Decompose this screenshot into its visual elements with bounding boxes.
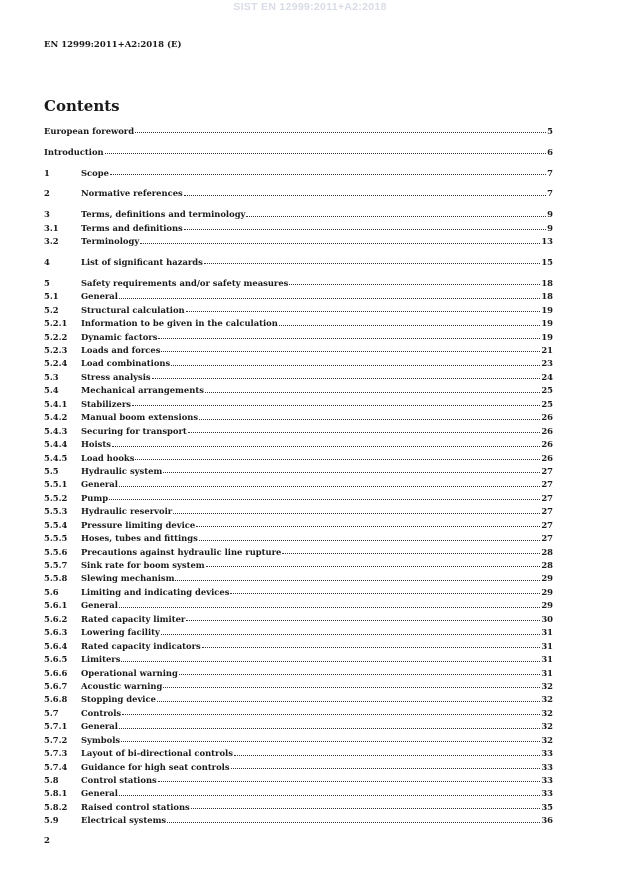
toc-entry-title: Pressure limiting device <box>81 519 196 530</box>
toc-entry-title: Hoses, tubes and fittings <box>81 533 198 544</box>
toc-entry[interactable] <box>44 519 553 532</box>
toc-entry[interactable] <box>44 613 553 626</box>
toc-dot-leader <box>121 741 540 742</box>
toc-dot-leader <box>119 607 540 608</box>
toc-entry-page: 26 <box>541 425 553 436</box>
toc-entry-title: Mechanical arrangements <box>81 385 204 396</box>
toc-entry-page: 19 <box>541 304 553 315</box>
toc-entry-title: Dynamic factors <box>81 331 158 342</box>
toc-entry-page: 30 <box>541 613 553 624</box>
toc-dot-leader <box>112 446 540 447</box>
toc-entry-number: 5.4.5 <box>44 452 68 463</box>
toc-entry-page: 28 <box>541 546 553 557</box>
toc-entry-number: 4 <box>44 257 50 268</box>
toc-dot-leader <box>152 378 541 379</box>
toc-entry-title: General <box>81 291 118 302</box>
toc-entry-number: 5 <box>44 277 50 288</box>
toc-entry-title: Information to be given in the calculation <box>81 318 278 329</box>
toc-dot-leader <box>279 325 540 326</box>
toc-entry[interactable] <box>44 572 553 585</box>
toc-dot-leader <box>119 486 540 487</box>
toc-entry-page: 26 <box>541 439 553 450</box>
toc-entry-title: General <box>81 721 118 732</box>
toc-entry-number: 5.6.6 <box>44 667 68 678</box>
toc-entry-number: 5.6 <box>44 586 59 597</box>
toc-entry[interactable] <box>44 505 553 518</box>
toc-entry-number: 5.2.1 <box>44 318 68 329</box>
toc-dot-leader <box>206 566 541 567</box>
toc-entry-number: 5.5.2 <box>44 492 68 503</box>
toc-entry-title: Sink rate for boom system <box>81 560 205 571</box>
toc-entry-page: 28 <box>541 560 553 571</box>
toc-entry[interactable] <box>44 707 553 720</box>
toc-dot-leader <box>109 499 540 500</box>
toc-dot-leader <box>157 701 540 702</box>
toc-entry-title: Stabilizers <box>81 398 131 409</box>
toc-entry-number: 5.2 <box>44 304 59 315</box>
toc-entry-title: Structural calculation <box>81 304 185 315</box>
toc-entry-page: 27 <box>541 506 553 517</box>
toc-entry-page: 19 <box>541 331 553 342</box>
toc-entry[interactable] <box>44 222 553 235</box>
toc-entry-page: 26 <box>541 452 553 463</box>
toc-dot-leader <box>184 195 546 196</box>
toc-entry[interactable] <box>44 125 553 138</box>
toc-dot-leader <box>175 580 540 581</box>
toc-entry-number: 5.6.1 <box>44 600 68 611</box>
toc-entry-title: Hydraulic system <box>81 465 163 476</box>
toc-entry-number: 3.1 <box>44 222 59 233</box>
toc-entry-page: 15 <box>541 257 553 268</box>
toc-entry-title: Terms and definitions <box>81 222 183 233</box>
toc-entry[interactable] <box>44 146 553 159</box>
toc-entry-page: 29 <box>541 600 553 611</box>
toc-dot-leader <box>158 781 541 782</box>
toc-entry-page: 31 <box>541 654 553 665</box>
toc-dot-leader <box>119 728 540 729</box>
toc-entry[interactable] <box>44 277 553 290</box>
toc-entry-title: Safety requirements and/or safety measures <box>81 277 289 288</box>
toc-dot-leader <box>171 365 540 366</box>
toc-entry-page: 27 <box>541 465 553 476</box>
toc-entry-number: 5.5 <box>44 465 59 476</box>
toc-entry[interactable] <box>44 774 553 787</box>
toc-entry-title: Loads and forces <box>81 345 161 356</box>
toc-dot-leader <box>173 513 540 514</box>
toc-entry-page: 31 <box>541 627 553 638</box>
toc-entry-title: General <box>81 788 118 799</box>
toc-entry-page: 31 <box>541 640 553 651</box>
toc-entry-number: 5.4.1 <box>44 398 68 409</box>
toc-entry-page: 23 <box>541 358 553 369</box>
toc-dot-leader <box>161 351 540 352</box>
toc-entry-number: 5.5.3 <box>44 506 68 517</box>
toc-dot-leader <box>231 768 541 769</box>
toc-entry-number: 5.2.4 <box>44 358 68 369</box>
toc-entry-title: Pump <box>81 492 109 503</box>
toc-entry-page: 33 <box>541 775 553 786</box>
toc-entry-title: Terms, definitions and terminology <box>81 209 246 220</box>
toc-entry-title: Stress analysis <box>81 371 151 382</box>
toc-dot-leader <box>202 647 541 648</box>
toc-entry-page: 32 <box>541 721 553 732</box>
toc-entry[interactable] <box>44 761 553 774</box>
toc-dot-leader <box>140 243 540 244</box>
toc-entry-page: 25 <box>541 398 553 409</box>
toc-dot-leader <box>167 822 540 823</box>
toc-entry-page: 31 <box>541 667 553 678</box>
toc-entry[interactable] <box>44 532 553 545</box>
toc-entry[interactable] <box>44 167 553 180</box>
toc-entry-number: 5.4 <box>44 385 59 396</box>
toc-dot-leader <box>234 755 540 756</box>
toc-dot-leader <box>204 263 540 264</box>
toc-entry-number: 5.8.2 <box>44 801 68 812</box>
toc-entry-page: 29 <box>541 573 553 584</box>
toc-entry[interactable] <box>44 304 553 317</box>
toc-entry-title: Limiters <box>81 654 121 665</box>
toc-entry-title: List of significant hazards <box>81 257 203 268</box>
toc-entry[interactable] <box>44 438 553 451</box>
toc-entry-number: 1 <box>44 167 50 178</box>
toc-entry[interactable] <box>44 626 553 639</box>
toc-entry-title: Control stations <box>81 775 157 786</box>
toc-entry-number: 5.4.3 <box>44 425 68 436</box>
toc-entry[interactable] <box>44 640 553 653</box>
toc-entry-number: 3 <box>44 209 50 220</box>
toc-entry[interactable] <box>44 720 553 733</box>
toc-entry-number: 5.2.2 <box>44 331 68 342</box>
toc-entry-page: 36 <box>541 815 553 826</box>
toc-dot-leader <box>135 459 540 460</box>
toc-entry-page: 6 <box>547 146 553 157</box>
toc-entry-page: 18 <box>541 291 553 302</box>
toc-dot-leader <box>246 216 546 217</box>
toc-entry[interactable] <box>44 465 553 478</box>
toc-entry-page: 5 <box>547 126 553 136</box>
toc-entry[interactable] <box>44 187 553 200</box>
toc-entry-title: Precautions against hydraulic line rupture <box>81 546 282 557</box>
toc-entry-title: Guidance for high seat controls <box>81 761 230 772</box>
toc-entry-title: Introduction <box>44 146 104 157</box>
toc-entry-title: Lowering facility <box>81 627 160 638</box>
toc-entry-title: Stopping device <box>81 694 156 705</box>
toc-entry[interactable] <box>44 208 553 221</box>
toc-entry-page: 27 <box>541 533 553 544</box>
toc-entry-title: Normative references <box>81 188 183 199</box>
contents-heading: Contents <box>44 97 120 115</box>
toc-entry[interactable] <box>44 425 553 438</box>
toc-entry-number: 5.4.4 <box>44 439 68 450</box>
toc-entry[interactable] <box>44 747 553 760</box>
toc-entry-page: 18 <box>541 277 553 288</box>
toc-entry-number: 5.6.4 <box>44 640 68 651</box>
toc-entry-number: 5.9 <box>44 815 59 826</box>
toc-dot-leader <box>135 132 546 133</box>
toc-entry-number: 5.3 <box>44 371 59 382</box>
toc-dot-leader <box>188 432 541 433</box>
toc-entry-number: 5.7 <box>44 707 59 718</box>
toc-entry-title: Securing for transport <box>81 425 187 436</box>
toc-entry-title: European foreword <box>44 126 135 136</box>
toc-entry-title: Load hooks <box>81 452 135 463</box>
toc-entry[interactable] <box>44 344 553 357</box>
toc-entry-page: 33 <box>541 748 553 759</box>
toc-entry-page: 9 <box>547 209 553 220</box>
toc-entry-page: 35 <box>541 801 553 812</box>
toc-entry-page: 9 <box>547 222 553 233</box>
document-reference-header: EN 12999:2011+A2:2018 (E) <box>44 40 182 50</box>
toc-entry-number: 5.7.1 <box>44 721 68 732</box>
toc-entry[interactable] <box>44 586 553 599</box>
toc-entry-title: Hydraulic reservoir <box>81 506 173 517</box>
toc-entry-number: 5.8.1 <box>44 788 68 799</box>
toc-entry[interactable] <box>44 398 553 411</box>
toc-entry-number: 5.7.2 <box>44 734 68 745</box>
toc-entry-number: 5.8 <box>44 775 59 786</box>
toc-dot-leader <box>199 419 540 420</box>
toc-entry[interactable] <box>44 814 553 827</box>
toc-dot-leader <box>122 714 540 715</box>
toc-entry-page: 33 <box>541 761 553 772</box>
toc-dot-leader <box>132 405 540 406</box>
toc-entry-title: Limiting and indicating devices <box>81 586 230 597</box>
toc-entry-page: 7 <box>547 167 553 178</box>
toc-entry-number: 5.5.8 <box>44 573 68 584</box>
toc-entry[interactable] <box>44 667 553 680</box>
toc-entry[interactable] <box>44 384 553 397</box>
toc-entry-title: Manual boom extensions <box>81 412 199 423</box>
toc-entry-title: Controls <box>81 707 122 718</box>
toc-entry-page: 27 <box>541 519 553 530</box>
toc-entry-page: 32 <box>541 707 553 718</box>
toc-entry-title: Slewing mechanism <box>81 573 175 584</box>
toc-dot-leader <box>184 229 546 230</box>
toc-entry-number: 5.6.5 <box>44 654 68 665</box>
toc-entry[interactable] <box>44 801 553 814</box>
toc-entry-number: 5.7.3 <box>44 748 68 759</box>
toc-entry-title: Symbols <box>81 734 121 745</box>
toc-entry-number: 5.5.1 <box>44 479 68 490</box>
toc-entry-number: 5.1 <box>44 291 59 302</box>
toc-entry-number: 5.5.5 <box>44 533 68 544</box>
toc-dot-leader <box>163 687 540 688</box>
toc-entry-title: General <box>81 600 118 611</box>
toc-entry[interactable] <box>44 357 553 370</box>
toc-entry[interactable] <box>44 256 553 269</box>
toc-dot-leader <box>199 540 541 541</box>
toc-dot-leader <box>191 808 541 809</box>
toc-dot-leader <box>105 153 547 154</box>
toc-dot-leader <box>282 553 540 554</box>
toc-entry-page: 32 <box>541 680 553 691</box>
toc-dot-leader <box>230 593 540 594</box>
toc-entry-page: 19 <box>541 318 553 329</box>
toc-entry[interactable] <box>44 734 553 747</box>
toc-entry[interactable] <box>44 653 553 666</box>
toc-entry-number: 5.5.6 <box>44 546 68 557</box>
toc-dot-leader <box>119 795 540 796</box>
toc-entry-title: Raised control stations <box>81 801 190 812</box>
toc-entry-page: 29 <box>541 586 553 597</box>
toc-dot-leader <box>110 174 546 175</box>
toc-entry-title: General <box>81 479 118 490</box>
toc-entry[interactable] <box>44 680 553 693</box>
page-number: 2 <box>44 836 50 846</box>
toc-entry[interactable] <box>44 331 553 344</box>
toc-entry-page: 25 <box>541 385 553 396</box>
toc-entry[interactable] <box>44 317 553 330</box>
toc-dot-leader <box>186 620 540 621</box>
toc-entry-number: 5.2.3 <box>44 345 68 356</box>
toc-entry-page: 13 <box>541 236 553 247</box>
toc-entry-title: Acoustic warning <box>81 680 163 691</box>
toc-entry-page: 32 <box>541 694 553 705</box>
toc-entry[interactable] <box>44 492 553 505</box>
toc-entry-number: 5.6.2 <box>44 613 68 624</box>
toc-entry-page: 32 <box>541 734 553 745</box>
toc-entry-number: 2 <box>44 188 50 199</box>
toc-entry-page: 24 <box>541 371 553 382</box>
toc-dot-leader <box>179 674 541 675</box>
toc-entry-title: Electrical systems <box>81 815 167 826</box>
toc-entry-number: 5.5.7 <box>44 560 68 571</box>
toc-entry-title: Scope <box>81 167 109 178</box>
toc-entry-number: 5.7.4 <box>44 761 68 772</box>
toc-entry-title: Terminology <box>81 236 140 247</box>
toc-entry[interactable] <box>44 478 553 491</box>
toc-entry-page: 7 <box>547 188 553 199</box>
toc-entry-page: 27 <box>541 492 553 503</box>
toc-dot-leader <box>158 338 540 339</box>
toc-entry[interactable] <box>44 290 553 303</box>
table-of-contents <box>44 125 553 828</box>
toc-entry-number: 5.6.3 <box>44 627 68 638</box>
toc-entry[interactable] <box>44 235 553 248</box>
toc-entry-title: Rated capacity indicators <box>81 640 201 651</box>
toc-entry-number: 5.6.7 <box>44 680 68 691</box>
toc-dot-leader <box>163 472 540 473</box>
toc-entry-page: 26 <box>541 412 553 423</box>
toc-dot-leader <box>289 284 540 285</box>
toc-dot-leader <box>119 298 540 299</box>
toc-entry[interactable] <box>44 452 553 465</box>
toc-entry[interactable] <box>44 371 553 384</box>
toc-entry[interactable] <box>44 693 553 706</box>
toc-entry-number: 5.6.8 <box>44 694 68 705</box>
toc-dot-leader <box>186 311 541 312</box>
toc-entry[interactable] <box>44 559 553 572</box>
toc-dot-leader <box>196 526 540 527</box>
toc-entry-number: 3.2 <box>44 236 59 247</box>
toc-entry-number: 5.4.2 <box>44 412 68 423</box>
toc-dot-leader <box>121 661 540 662</box>
toc-entry-number: 5.5.4 <box>44 519 68 530</box>
toc-entry-title: Hoists <box>81 439 111 450</box>
toc-entry-title: Load combinations <box>81 358 171 369</box>
toc-entry-page: 27 <box>541 479 553 490</box>
toc-entry-page: 21 <box>541 345 553 356</box>
toc-entry[interactable] <box>44 599 553 612</box>
toc-entry-title: Layout of bi-directional controls <box>81 748 233 759</box>
toc-entry[interactable] <box>44 787 553 800</box>
toc-dot-leader <box>205 392 540 393</box>
toc-entry-title: Operational warning <box>81 667 178 678</box>
toc-dot-leader <box>161 634 540 635</box>
toc-entry-title: Rated capacity limiter <box>81 613 186 624</box>
toc-entry[interactable] <box>44 411 553 424</box>
toc-entry-page: 33 <box>541 788 553 799</box>
toc-entry[interactable] <box>44 546 553 559</box>
watermark: SIST EN 12999:2011+A2:2018 <box>233 1 387 13</box>
